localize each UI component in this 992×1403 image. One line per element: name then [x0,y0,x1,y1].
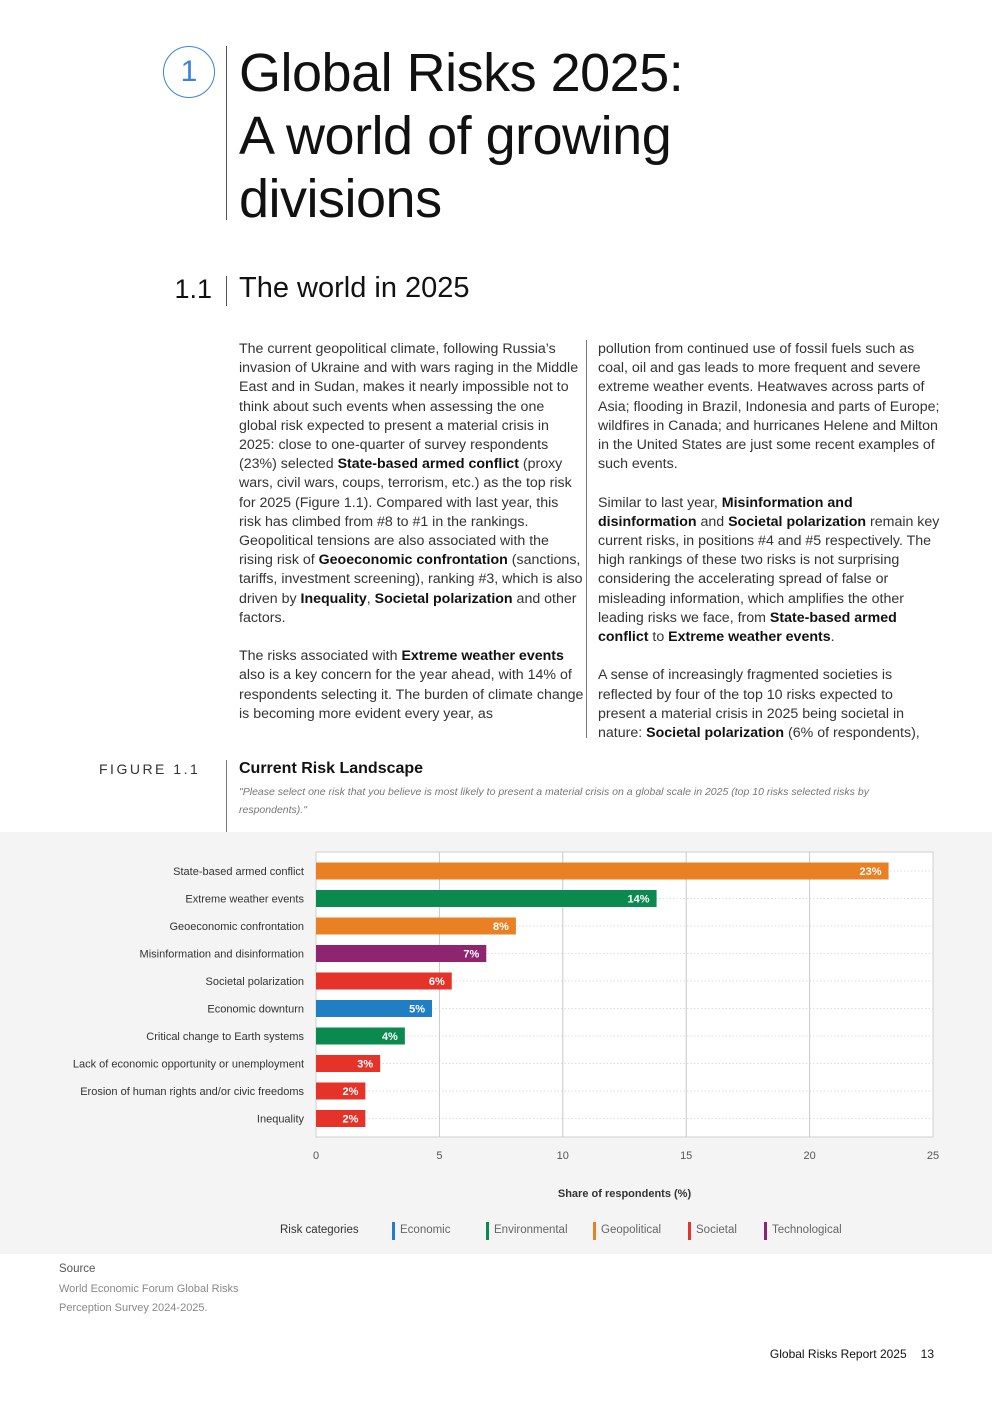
source-text: World Economic Forum Global Risks Perception Survey 2024-2025. [59,1283,239,1314]
bold-risk-name: State-based armed conflict [598,609,897,646]
footer-report-title: Global Risks Report 2025 [769,1347,907,1361]
bar-value-label: 5% [409,1003,425,1016]
bar-value-label: 2% [342,1086,359,1098]
body-paragraph [239,647,584,724]
figure-label: FIGURE 1.1 [99,761,201,777]
figure-title: Current Risk Landscape [239,760,424,777]
category-label: Critical change to Earth systems [146,1031,304,1043]
figure-question: "Please select one risk that you believe is most likely to present a material crisis on a global scale in 2025 (top 10 risks selected risks by respondents)." [239,786,869,816]
text-run: (sanctions, tariffs, investment screening), ranking #3, which is also driven by [239,552,583,607]
bar-value-label: 6% [428,976,445,988]
x-tick-label: 10 [556,1150,569,1162]
column-divider [586,340,587,738]
text-run: . [830,629,835,646]
legend-swatch [688,1222,691,1240]
text-run: , [366,590,375,607]
section-title: The world in 2025 [239,272,470,304]
bar-value-label: 14% [627,893,650,906]
bar-value-label: 8% [493,921,509,933]
bold-risk-name: Societal polarization [646,725,785,742]
text-run: also is a key concern for the year ahead, with 14% of respondents selecting it. The burden of climate change is becoming more evident every year, as [239,667,584,722]
x-tick-label: 0 [312,1150,320,1162]
bold-risk-name: Misinformation and disinformation [598,494,853,530]
text-run: (proxy wars, civil wars, coups, terrorism, etc.) as the top risk for 2025 (Figure 1.1). Compared with last year, this risk has climbed from #8 to #1 in the rankings. Geopolitical tensions are also associated with the rising risk of [239,456,572,569]
bar-value-label: 4% [381,1031,398,1043]
legend-title: Risk categories [280,1224,359,1236]
bar [316,918,516,935]
source-heading: Source [59,1263,96,1275]
body-paragraph [598,494,943,648]
bar [316,945,486,962]
body-right-column [598,340,943,762]
text-run: The current geopolitical climate, following Russia’s invasion of Ukraine and with wars raging in the Middle East and in Sudan, makes it nearly impossible not to think about such events when assessing the one global risk expected to present a material crisis in 2025: close to one-quarter of survey respondents (23%) selected [239,341,579,473]
chapter-number-badge: 1 [163,46,215,98]
text-run: to [648,629,669,646]
section-number: 1.1 [174,274,212,304]
bar [316,863,889,880]
body-paragraph [598,340,943,474]
bold-risk-name: Extreme weather events [668,629,831,646]
text-run: and other factors. [239,590,577,626]
legend-swatch [392,1222,395,1240]
category-label: Erosion of human rights and/or civic freedoms [80,1086,304,1098]
text-run: The risks associated with [239,648,402,665]
body-paragraph [598,666,943,743]
text-run: (6% of respondents), [784,725,920,742]
legend-swatch [486,1222,489,1240]
bar-value-label: 23% [859,866,882,878]
legend-label: Environmental [494,1224,568,1236]
x-tick-label: 25 [926,1150,940,1162]
legend-label: Economic [400,1224,451,1236]
bar-value-label: 7% [463,948,480,961]
legend-swatch [764,1222,767,1240]
bold-risk-name: Geoeconomic confrontation [318,552,508,569]
bar-value-label: 3% [357,1058,374,1071]
bar-value-label: 2% [342,1113,359,1126]
body-paragraph [239,340,584,628]
bold-risk-name: Societal polarization [374,590,513,607]
category-label: Lack of economic opportunity or unemployment [72,1058,304,1071]
legend-label: Geopolitical [601,1224,662,1236]
text-run: A sense of increasingly fragmented societies is reflected by four of the top 10 risks expected to present a material crisis in 2025 being societal in nature: [598,667,904,742]
x-tick-label: 20 [803,1150,816,1162]
category-label: Societal polarization [205,976,304,988]
risk-bar-chart [0,832,992,1212]
bold-risk-name: State-based armed conflict [337,456,519,473]
category-label: Misinformation and disinformation [139,948,304,961]
category-label: State-based armed conflict [173,866,304,878]
category-label: Extreme weather events [185,893,304,906]
legend-swatch [593,1222,596,1240]
bold-risk-name: Extreme weather events [401,648,564,665]
body-left-column [239,340,584,743]
section-divider [226,276,227,306]
chapter-title-line: A world of growing [239,106,672,166]
category-label: Economic downturn [207,1003,304,1016]
x-tick-label: 5 [436,1150,443,1162]
x-axis-title: Share of respondents (%) [557,1188,692,1200]
x-tick-label: 15 [680,1150,693,1162]
text-run: remain key current risks, in positions #4 and #5 respectively. The high rankings of these two risks is not surprising considering the accelerating spread of false or misleading information, which amplifies the other leading risks we face, from [598,513,940,626]
text-run: Similar to last year, [598,494,722,511]
legend-label: Technological [772,1224,842,1236]
page-number: 13 [920,1347,934,1361]
chapter-title-line: Global Risks 2025: [239,43,684,103]
text-run: pollution from continued use of fossil fuels such as coal, oil and gas leads to more frequent and severe extreme weather events. Heatwaves across parts of Asia; flooding in Brazil, Indonesia and parts of Europe; wildfires in Canada; and hurricanes Helene and Milton in the United States are just some recent examples of such events. [598,341,940,473]
legend-label: Societal [696,1224,737,1236]
page-footer [600,1347,934,1361]
category-label: Inequality [256,1113,304,1126]
bold-risk-name: Societal polarization [728,513,867,530]
chapter-title-line: divisions [239,169,442,229]
text-run: and [696,513,729,530]
bar [316,890,657,907]
title-divider [226,46,227,220]
category-label: Geoeconomic confrontation [169,921,304,933]
figure-divider [226,760,227,832]
bold-risk-name: Inequality [300,590,367,607]
chapter-title [239,42,939,231]
